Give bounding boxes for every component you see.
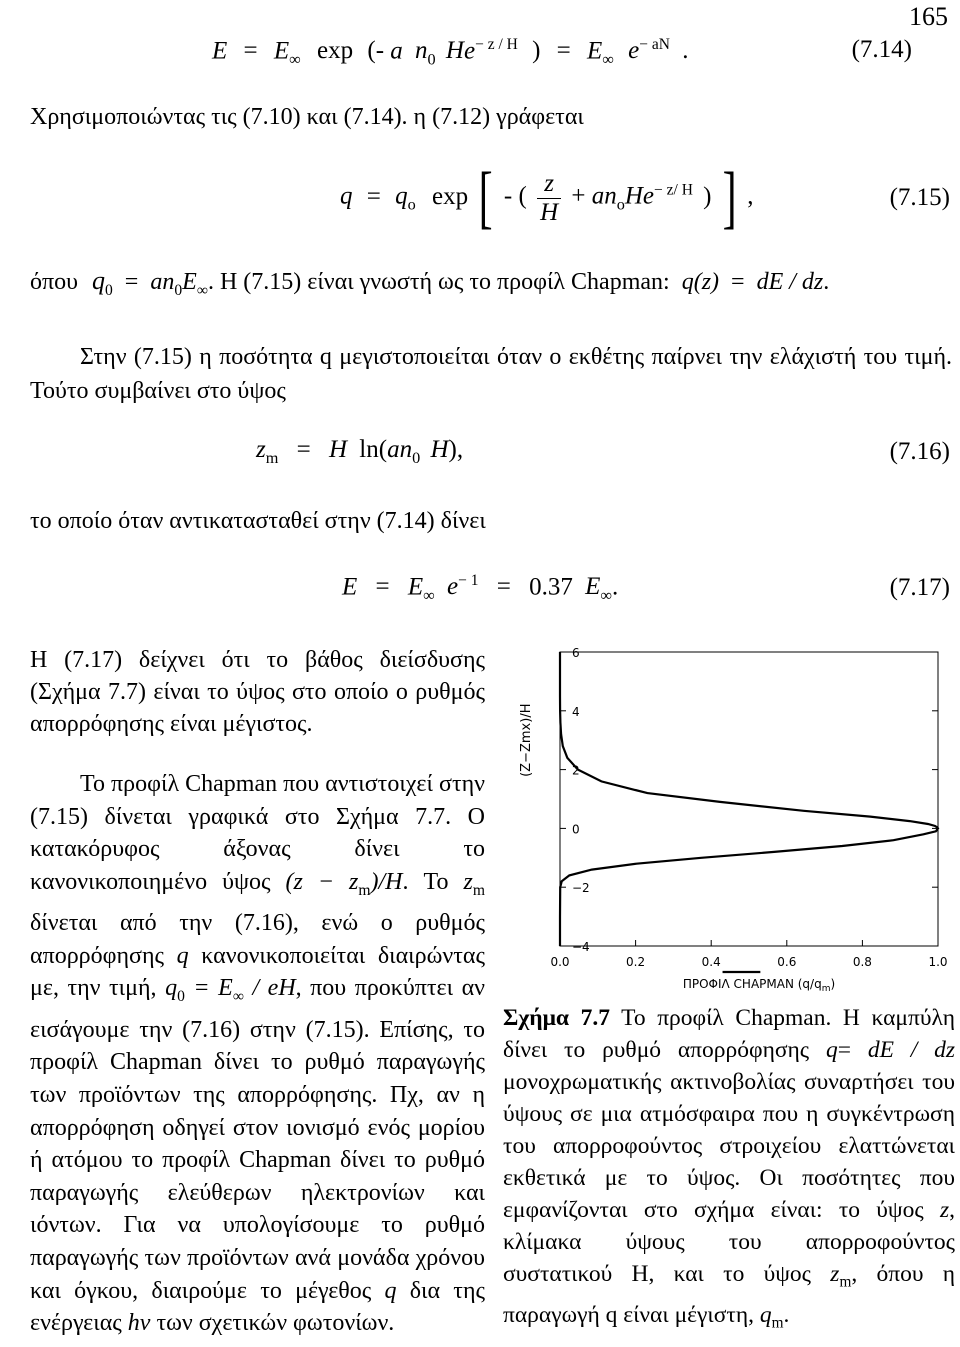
figure-caption: Σχήμα 7.7 Το προφίλ Chapman. Η καμπύλη δίνει το ρυθμό απορρόφησης q= dE / dz μονοχρωματικής ακτινοβολίας συναρτήσει του ύψους σε μια ατμόσφαιρα που η συγκέντρωση του απορροφούντος στροιχείου ελαττώνεται εκθετικά με το ύψος. Οι ποσότητες που εμφανίζονται στο σχήμα είναι: το ύψος z, κλίμακα ύψους του απορροφούντος συστατικού Η, και το ύψος $z_m$, όπου η παραγωγή q είναι μέγιστη, $q_m$. bbox=[503, 1005, 956, 1332]
equation-number-7-17: (7.17) bbox=[889, 574, 950, 601]
chapman-profile-chart bbox=[500, 648, 955, 998]
left-paragraph-1: Η (7.17) δείχνει ότι το βάθος διείσδυσης (Σχήμα 7.7) είναι το ύψος στο οποίο ο ρυθμός απορρόφησης είναι μέγιστος. bbox=[30, 647, 485, 737]
text-line-2: όπου $q_0 = an_0E_\infty$. Η (7.15) είναι γνωστή ως το προφίλ Chapman: q(z) = dE / dz. bbox=[30, 266, 830, 299]
fraction-z-over-h: $\frac{z}{H}$ bbox=[537, 170, 561, 227]
equation-7-14: $E = E_\infty$ exp (- a $n_0$ $He^{- z / H}$ ) = $E_\infty$ $e^{- aN}$ . bbox=[212, 36, 689, 69]
y-tick-label: 6 bbox=[572, 648, 580, 660]
x-axis-label: ΠΡΟΦΙΛ CHAPMAN $(q/q_m)$ bbox=[682, 977, 836, 994]
x-tick-label: 1.0 bbox=[928, 955, 948, 969]
equation-7-15: $q = q_o$ exp [ - ( $\frac{z}{H}$ + $an_oHe^{- z/ H}$ ) ] , bbox=[340, 159, 754, 236]
y-tick-label: 4 bbox=[572, 704, 580, 719]
chapman-profile-figure bbox=[500, 648, 955, 998]
left-paragraph-2: Το προφίλ Chapman που αντιστοιχεί στην (7.15) δίνεται γραφικά στο Σχήμα 7.7. Ο κατακόρυφος άξονας δίνει το κανονικοποιημένο ύψος $(z - z_m)/H$. Το $z_m$ δίνεται από την (7.16), ενώ ο ρυθμός απορρόφησης q κανονικοποιείται διαιρώντας με, την τιμή, $q_0 = E_\infty$ / eH, που προκύπτει αν εισάγουμε την (7.16) στην (7.15). Επίσης, το προφίλ Chapman δίνει το ρυθμό παραγωγής των προϊόντων της απορρόφησης. Πχ, αν η απορρόφηση οδηγεί στον ιονισμό ενός μορίου ή ατόμου το προφίλ Chapman δίνει το ρυθμό παραγωγής ελεύθερων ηλεκτρονίων και ιόντων. Για να υπολογίσουμε το ρυθμό παραγωγής των προϊόντων ανά μονάδα χρόνου και όγκου, διαιρούμε το μέγεθος q δια της ενέργειας hv των σχετικών φωτονίων. bbox=[30, 771, 486, 1337]
paragraph-1: Στην (7.15) η ποσότητα q μεγιστοποιείται όταν ο εκθέτης παίρνει την ελάχιστή του τιμή. Τούτο συμβαίνει στο ύψος bbox=[30, 344, 952, 404]
text-line-1: Χρησιμοποιώντας τις (7.10) και (7.14). η (7.12) γράφεται bbox=[30, 104, 584, 130]
y-tick-label: 2 bbox=[572, 763, 580, 778]
y-tick-label: −4 bbox=[572, 940, 590, 954]
y-axis-label: (Z−Zmx)/H bbox=[519, 703, 534, 777]
x-tick-label: 0.8 bbox=[852, 955, 872, 969]
y-tick-label: −2 bbox=[572, 881, 590, 896]
equation-number-7-15: (7.15) bbox=[889, 184, 950, 211]
x-tick-label: 0.4 bbox=[701, 955, 721, 969]
x-tick-label: 0.2 bbox=[626, 955, 646, 969]
x-tick-label: 0.6 bbox=[777, 955, 797, 969]
chapman-curve bbox=[560, 652, 938, 946]
text-line-3: το οποίο όταν αντικατασταθεί στην (7.14) δίνει bbox=[30, 508, 486, 534]
equation-7-17: $E = E_\infty$ $e^{- 1} = 0.37$ $E_\infty$. bbox=[342, 572, 619, 605]
equation-number-7-14: (7.14) bbox=[851, 36, 912, 63]
equation-7-16: $z_m = H$ $\ln(an_0$ H), bbox=[256, 436, 464, 467]
equation-number-7-16: (7.16) bbox=[889, 438, 950, 465]
plot-frame bbox=[560, 652, 938, 946]
y-tick-label: 0 bbox=[572, 822, 580, 837]
x-tick-label: 0.0 bbox=[550, 955, 570, 969]
x-tick-group bbox=[550, 940, 947, 969]
y-tick-group bbox=[560, 648, 938, 954]
page-number: 165 bbox=[909, 2, 948, 31]
